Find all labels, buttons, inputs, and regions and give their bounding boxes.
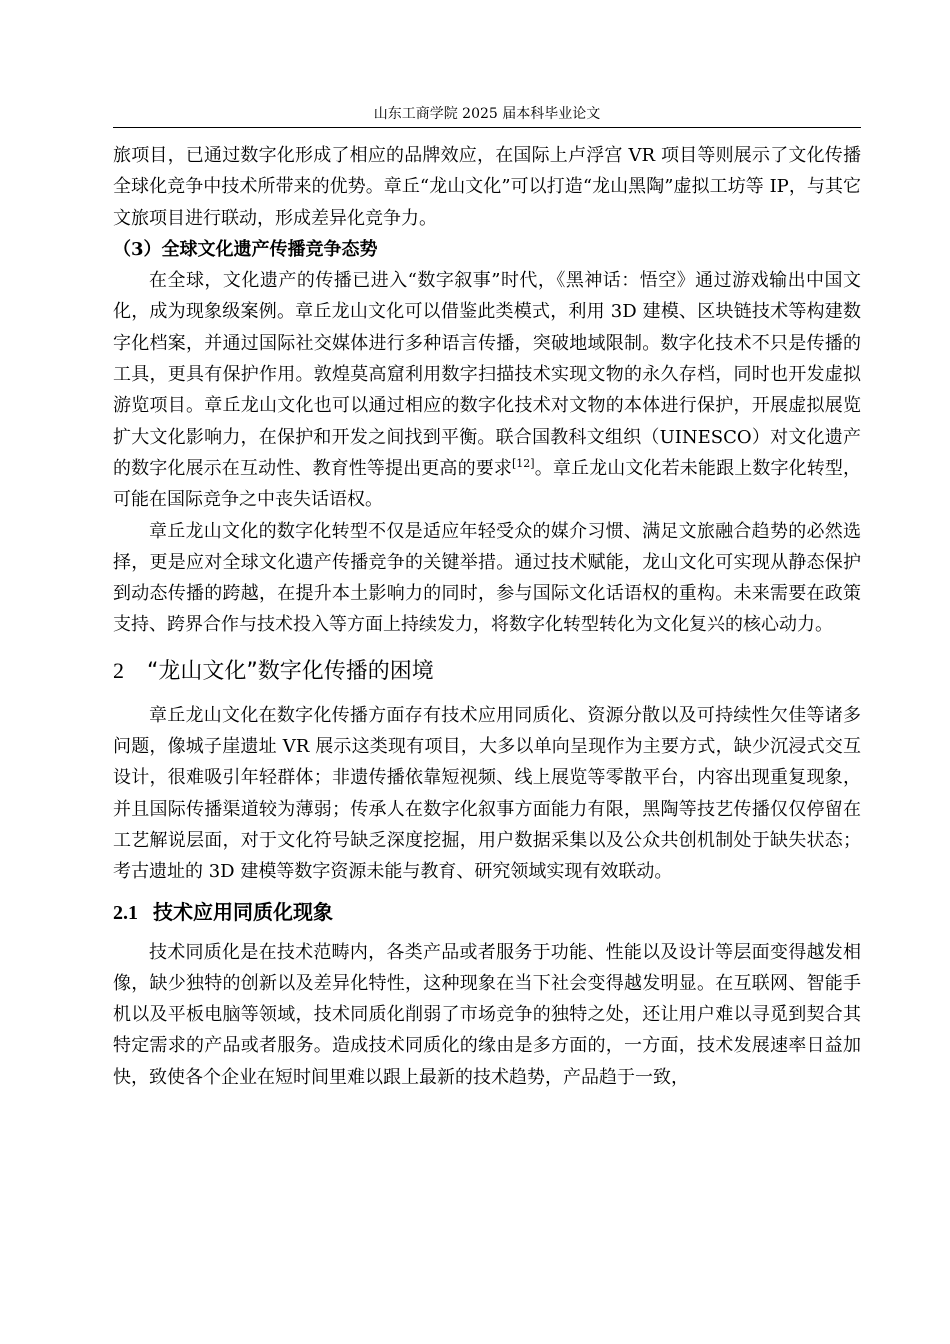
subsection-heading-3: （3）全球文化遗产传播竞争态势 — [113, 238, 378, 260]
subsection-title: 技术应用同质化现象 — [153, 899, 333, 924]
section-heading-2 — [113, 651, 861, 692]
paragraph-global-competition — [113, 265, 861, 515]
subsection-number: 2.1 — [113, 901, 138, 924]
paragraph-summary: 章丘龙山文化的数字化转型不仅是适应年轻受众的媒介习惯、满足文旅融合趋势的必然选择，更是应对全球文化遗产传播竞争的关键举措。通过技术赋能，龙山文化可实现从静态保护到动态传播的跨越，在提升本土影响力的同时，参与国际文化话语权的重构。未来需要在政策支持、跨界合作与技术投入等方面上持续发力，将数字化转型转化为文化复兴的核心动力。 — [113, 520, 861, 636]
running-header: 山东工商学院 2025 届本科毕业论文 — [373, 106, 601, 122]
paragraph-text: 在全球，文化遗产的传播已进入“数字叙事”时代，《黑神话：悟空》通过游戏输出中国文化，成为现象级案例。章丘龙山文化可以借鉴此类模式，利用 3D 建模、区块链技术等构建数字化档案，并通过国际社交媒体进行多种语言传播，突破地域限制。数字化技术不只是传播的工具，更具有保护作用。敦煌莫高窟利用数字扫描技术实现文物的永久存档，同时也开发虚拟游览项目。章丘龙山文化也可以通过相应的数字化技术对文物的本体进行保护，开展虚拟展览扩大文化影响力，在保护和开发之间找到平衡。联合国教科文组织（UINESCO）对文化遗产的数字化展示在互动性、教育性等提出更高的要求 — [113, 270, 861, 479]
paragraph-dilemma: 章丘龙山文化在数字化传播方面存有技术应用同质化、资源分散以及可持续性欠佳等诸多问题，像城子崖遗址 VR 展示这类现有项目，大多以单向呈现作为主要方式，缺少沉浸式交互设计，很难吸引年轻群体；非遗传播依靠短视频、线上展览等零散平台，内容出现重复现象，并且国际传播渠道较为薄弱；传承人在数字化叙事方面能力有限，黑陶等技艺传播仅仅停留在工艺解说层面，对于文化符号缺乏深度挖掘，用户数据采集以及公众共创机制处于缺失状态；考古遗址的 3D 建模等数字资源未能与教育、研究领域实现有效联动。 — [113, 704, 861, 883]
header-rule — [113, 127, 861, 128]
body-text — [113, 140, 861, 1093]
paragraph-homogenization: 技术同质化是在技术范畴内，各类产品或者服务于功能、性能以及设计等层面变得越发相像，缺少独特的创新以及差异化特性，这种现象在当下社会变得越发明显。在互联网、智能手机以及平板电脑等领域，技术同质化削弱了市场竞争的独特之处，还让用户难以寻觅到契合其特定需求的产品或者服务。造成技术同质化的缘由是多方面的，一方面，技术发展速率日益加快，致使各个企业在短时间里难以跟上最新的技术趋势，产品趋于一致， — [113, 941, 861, 1088]
paragraph-text-end: 。章丘龙山文化若未能跟上数字化转型，可能在国际竞争之中丧失话语权。 — [113, 457, 862, 511]
section-number: 2 — [113, 657, 124, 683]
citation-ref: [12] — [511, 456, 535, 470]
section-heading-2-1 — [113, 894, 861, 931]
paragraph-continued: 旅项目，已通过数字化形成了相应的品牌效应，在国际上卢浮宫 VR 项目等则展示了文化传播全球化竞争中技术所带来的优势。章丘“龙山文化”可以打造“龙山黑陶”虚拟工坊等 IP，与其它文旅项目进行联动，形成差异化竞争力。 — [113, 145, 861, 229]
section-title: “龙山文化”数字化传播的困境 — [147, 658, 434, 684]
